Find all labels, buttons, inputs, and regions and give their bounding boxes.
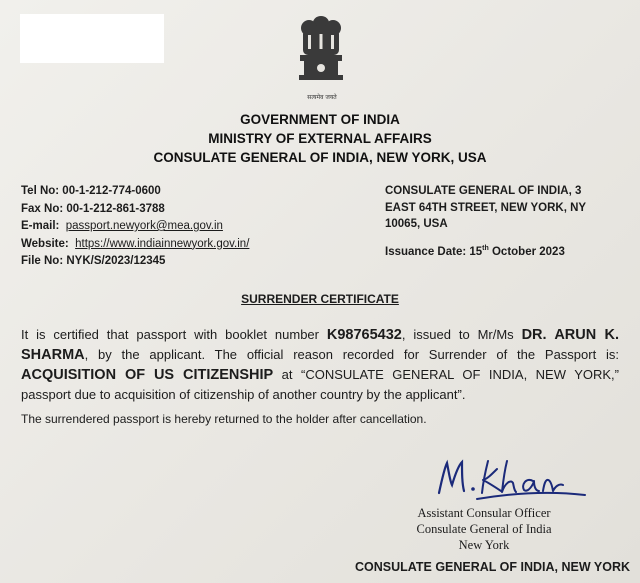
signatory-block <box>414 505 554 553</box>
redacted-area <box>20 14 164 63</box>
footer-consulate: CONSULATE GENERAL OF INDIA, NEW YORK <box>355 560 631 574</box>
holder-name: DR. ARUN K. SHARMA <box>21 327 620 363</box>
surrender-reason: ACQUISITION OF US CITIZENSHIP <box>21 367 274 383</box>
website-link[interactable]: https://www.indiainnewyork.gov.in/ <box>75 237 250 250</box>
email-label: E-mail: <box>21 220 60 232</box>
booklet-number: K98765432 <box>326 327 402 343</box>
signatory-title: Assistant Consular Officer <box>417 506 551 520</box>
tel-number: Tel No: 00-1-212-774-0600 <box>21 185 161 197</box>
returned-statement: The surrendered passport is hereby returned to the holder after cancellation. <box>21 412 427 426</box>
contact-block <box>21 183 249 271</box>
header-ministry: MINISTRY OF EXTERNAL AFFAIRS <box>208 131 432 146</box>
ordinal-suffix: th <box>482 245 489 252</box>
issuance-date: Issuance Date: 15th October 2023 <box>385 245 565 258</box>
email-row <box>21 218 249 236</box>
address-line: EAST 64TH STREET, NEW YORK, NY <box>385 201 587 214</box>
fax-number: Fax No: 00-1-212-861-3788 <box>21 202 165 215</box>
signatory-office: Consulate General of India <box>416 522 552 536</box>
signatory-city: New York <box>458 538 510 552</box>
address-line: 10065, USA <box>385 218 448 230</box>
website-row <box>21 236 249 254</box>
file-number: File No: NYK/S/2023/12345 <box>21 255 166 267</box>
certificate-body: It is certified that passport with booklet number K98765432, issued to Mr/Ms DR. ARUN K. SHARMA, by the applicant. The official reason recorded for Surrender of the Passport is: ACQUISITION OF US CITIZENSHIP at “CONSULATE GENERAL OF INDIA, NEW YORK,” passport due to acquisition of citizenship of another country by the applicant”. <box>21 327 620 402</box>
signature-image <box>433 455 593 505</box>
header-consulate: CONSULATE GENERAL OF INDIA, NEW YORK, USA <box>153 150 487 165</box>
certificate-title: SURRENDER CERTIFICATE <box>241 292 399 306</box>
email-link[interactable]: passport.newyork@mea.gov.in <box>65 220 223 232</box>
state-emblem-icon <box>291 14 351 90</box>
address-line: CONSULATE GENERAL OF INDIA, 3 <box>385 185 582 197</box>
emblem-motto: सत्यमेव जयते <box>307 94 337 101</box>
header-government: GOVERNMENT OF INDIA <box>240 112 400 127</box>
consulate-address <box>385 183 595 233</box>
website-label: Website: <box>21 237 69 250</box>
